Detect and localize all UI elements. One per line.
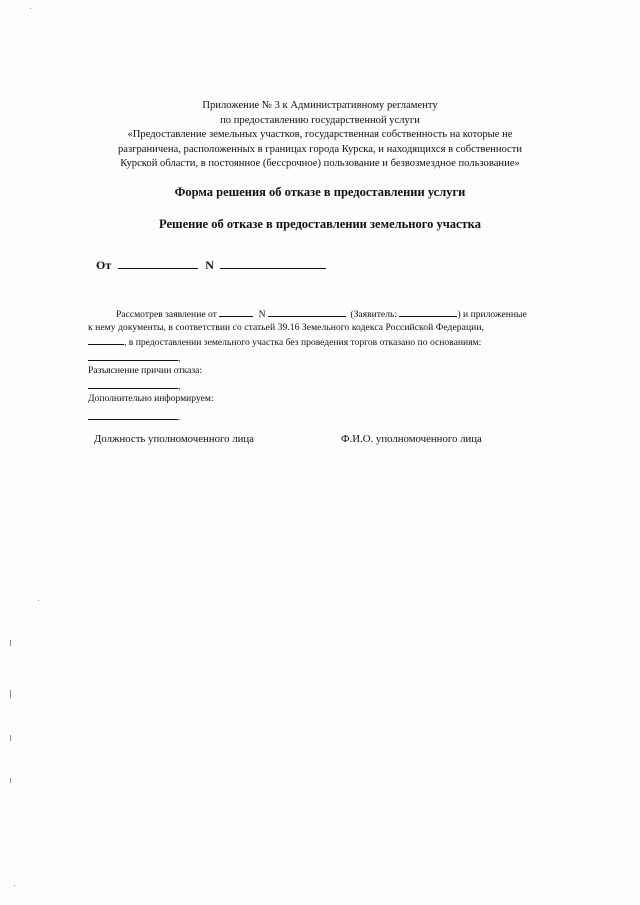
comma: ,: [178, 352, 181, 364]
scan-speck: [30, 8, 31, 9]
application-number-blank: [268, 306, 346, 317]
header-line: Курской области, в постоянное (бессрочное) пользование и безвозмездное пользование»: [120, 158, 520, 170]
body-line-3: [88, 334, 562, 350]
header-line: разграничена, расположенных в границах города Курска, и находящихся в собственности: [117, 143, 523, 155]
period: .: [178, 411, 181, 423]
scan-speck: [10, 640, 11, 646]
from-label: От: [96, 258, 112, 272]
body-line-6: [88, 378, 562, 394]
explanation-label: Разъяснение причин отказа:: [88, 365, 203, 376]
official-position-label: Должность уполномоченного лица: [94, 433, 254, 445]
date-blank: [118, 258, 198, 269]
appendix-header: [60, 99, 580, 172]
header-line: Приложение № 3 к Административному регламенту: [202, 100, 438, 111]
number-label: N: [205, 258, 214, 272]
form-title: Форма решения об отказе в предоставлении услуги: [174, 185, 466, 199]
official-name-label: Ф.И.О. уполномоченного лица: [341, 433, 482, 445]
additional-info-label: Дополнительно информируем:: [88, 393, 214, 404]
grounds-detail-blank: [88, 350, 178, 361]
comma: ,: [178, 380, 181, 392]
attached-text: ) и приложенные: [457, 309, 527, 320]
applicant-label: (Заявитель:: [350, 309, 398, 320]
additional-info-blank: [88, 409, 178, 420]
scan-speck: [10, 690, 11, 698]
considered-text: Рассмотрев заявление от: [116, 309, 217, 320]
number-blank: [220, 258, 326, 269]
application-date-blank: [219, 306, 253, 317]
explanation-blank: [88, 378, 178, 389]
number-label: N: [258, 309, 266, 320]
grounds-blank: [88, 334, 124, 345]
body-line-8: [88, 409, 562, 425]
scan-speck: [14, 885, 15, 886]
scan-speck: [10, 735, 11, 741]
body-line-4: [88, 350, 562, 366]
date-number-line: [96, 258, 326, 273]
decision-body: [88, 306, 562, 424]
header-line: по предоставлению государственной услуги: [220, 114, 420, 126]
body-line-1: [88, 306, 562, 322]
decision-title: Решение об отказе в предоставлении земельного участка: [159, 217, 481, 231]
header-line: «Предоставление земельных участков, государственная собственность на которые не: [127, 129, 513, 141]
scan-speck: [10, 778, 11, 783]
body-line-2: к нему документы, в соответствии со статьей 39.16 Земельного кодекса Российской Федерации,: [88, 321, 484, 333]
applicant-blank: [399, 306, 457, 317]
scan-speck: [38, 600, 39, 601]
refusal-text: , в предоставлении земельного участка без проведения торгов отказано по основаниям:: [124, 337, 482, 348]
